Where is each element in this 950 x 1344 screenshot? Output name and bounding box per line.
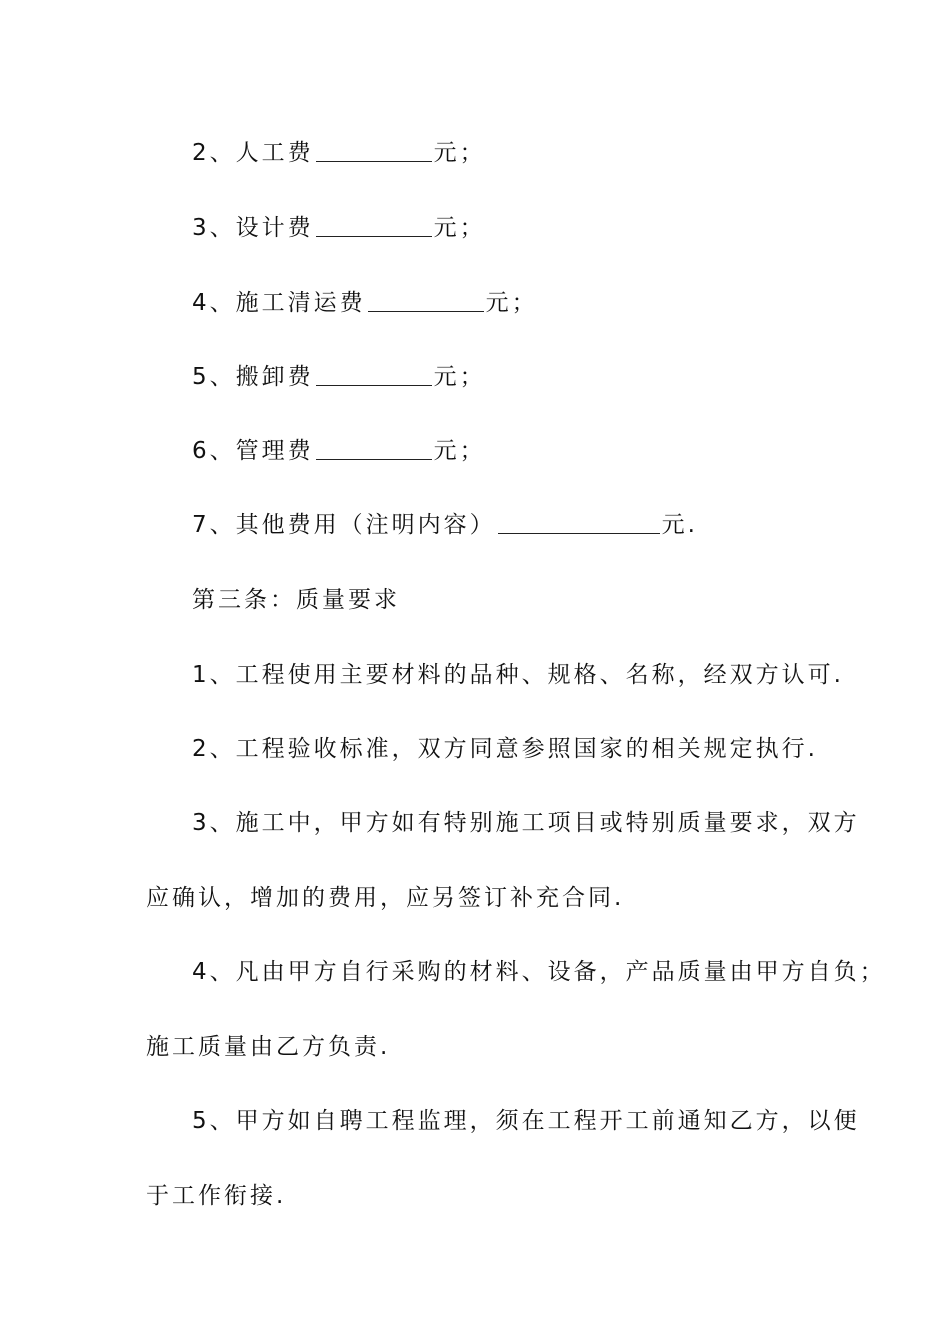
fee-name: 搬卸费 (235, 364, 314, 390)
section-heading: 第三条：质量要求 (192, 587, 400, 613)
fee-number: 5、 (192, 364, 236, 390)
fee-unit: 元； (433, 438, 486, 464)
fill-in-blank (316, 363, 432, 386)
quality-item-3: 3、施工中，甲方如有特别施工项目或特别质量要求，双方 (192, 810, 860, 836)
fee-number: 6、 (192, 438, 236, 464)
fee-item-management (192, 436, 486, 466)
fill-in-blank (316, 437, 432, 460)
fee-unit: 元. (661, 512, 698, 538)
fee-unit: 元； (433, 215, 486, 241)
fee-name: 人工费 (235, 140, 314, 166)
fee-number: 7、 (192, 512, 236, 538)
quality-item-2: 2、工程验收标准，双方同意参照国家的相关规定执行. (192, 736, 818, 762)
fill-in-blank (498, 511, 660, 534)
fee-number: 3、 (192, 215, 236, 241)
quality-item-4-continued: 施工质量由乙方负责. (146, 1034, 391, 1060)
fill-in-blank (368, 289, 484, 312)
fee-unit: 元； (485, 290, 538, 316)
quality-item-5: 5、甲方如自聘工程监理，须在工程开工前通知乙方，以便 (192, 1108, 860, 1134)
fill-in-blank (316, 214, 432, 237)
fee-item-design (192, 213, 486, 243)
fee-number: 4、 (192, 290, 236, 316)
fill-in-blank (316, 139, 432, 162)
fee-item-other (192, 510, 698, 540)
fee-item-handling (192, 362, 486, 392)
fee-number: 2、 (192, 140, 236, 166)
quality-item-1: 1、工程使用主要材料的品种、规格、名称，经双方认可. (192, 662, 844, 688)
fee-name: 设计费 (235, 215, 314, 241)
fee-item-cleanup (192, 288, 538, 318)
fee-unit: 元； (433, 364, 486, 390)
quality-item-3-continued: 应确认，增加的费用，应另签订补充合同. (146, 885, 625, 911)
quality-item-5-continued: 于工作衔接. (146, 1183, 287, 1209)
quality-item-4: 4、凡由甲方自行采购的材料、设备，产品质量由甲方自负； (192, 959, 886, 985)
fee-name: 管理费 (235, 438, 314, 464)
fee-item-labor (192, 138, 486, 168)
fee-unit: 元； (433, 140, 486, 166)
fee-name: 施工清运费 (235, 290, 366, 316)
fee-name: 其他费用（注明内容） (235, 512, 496, 538)
